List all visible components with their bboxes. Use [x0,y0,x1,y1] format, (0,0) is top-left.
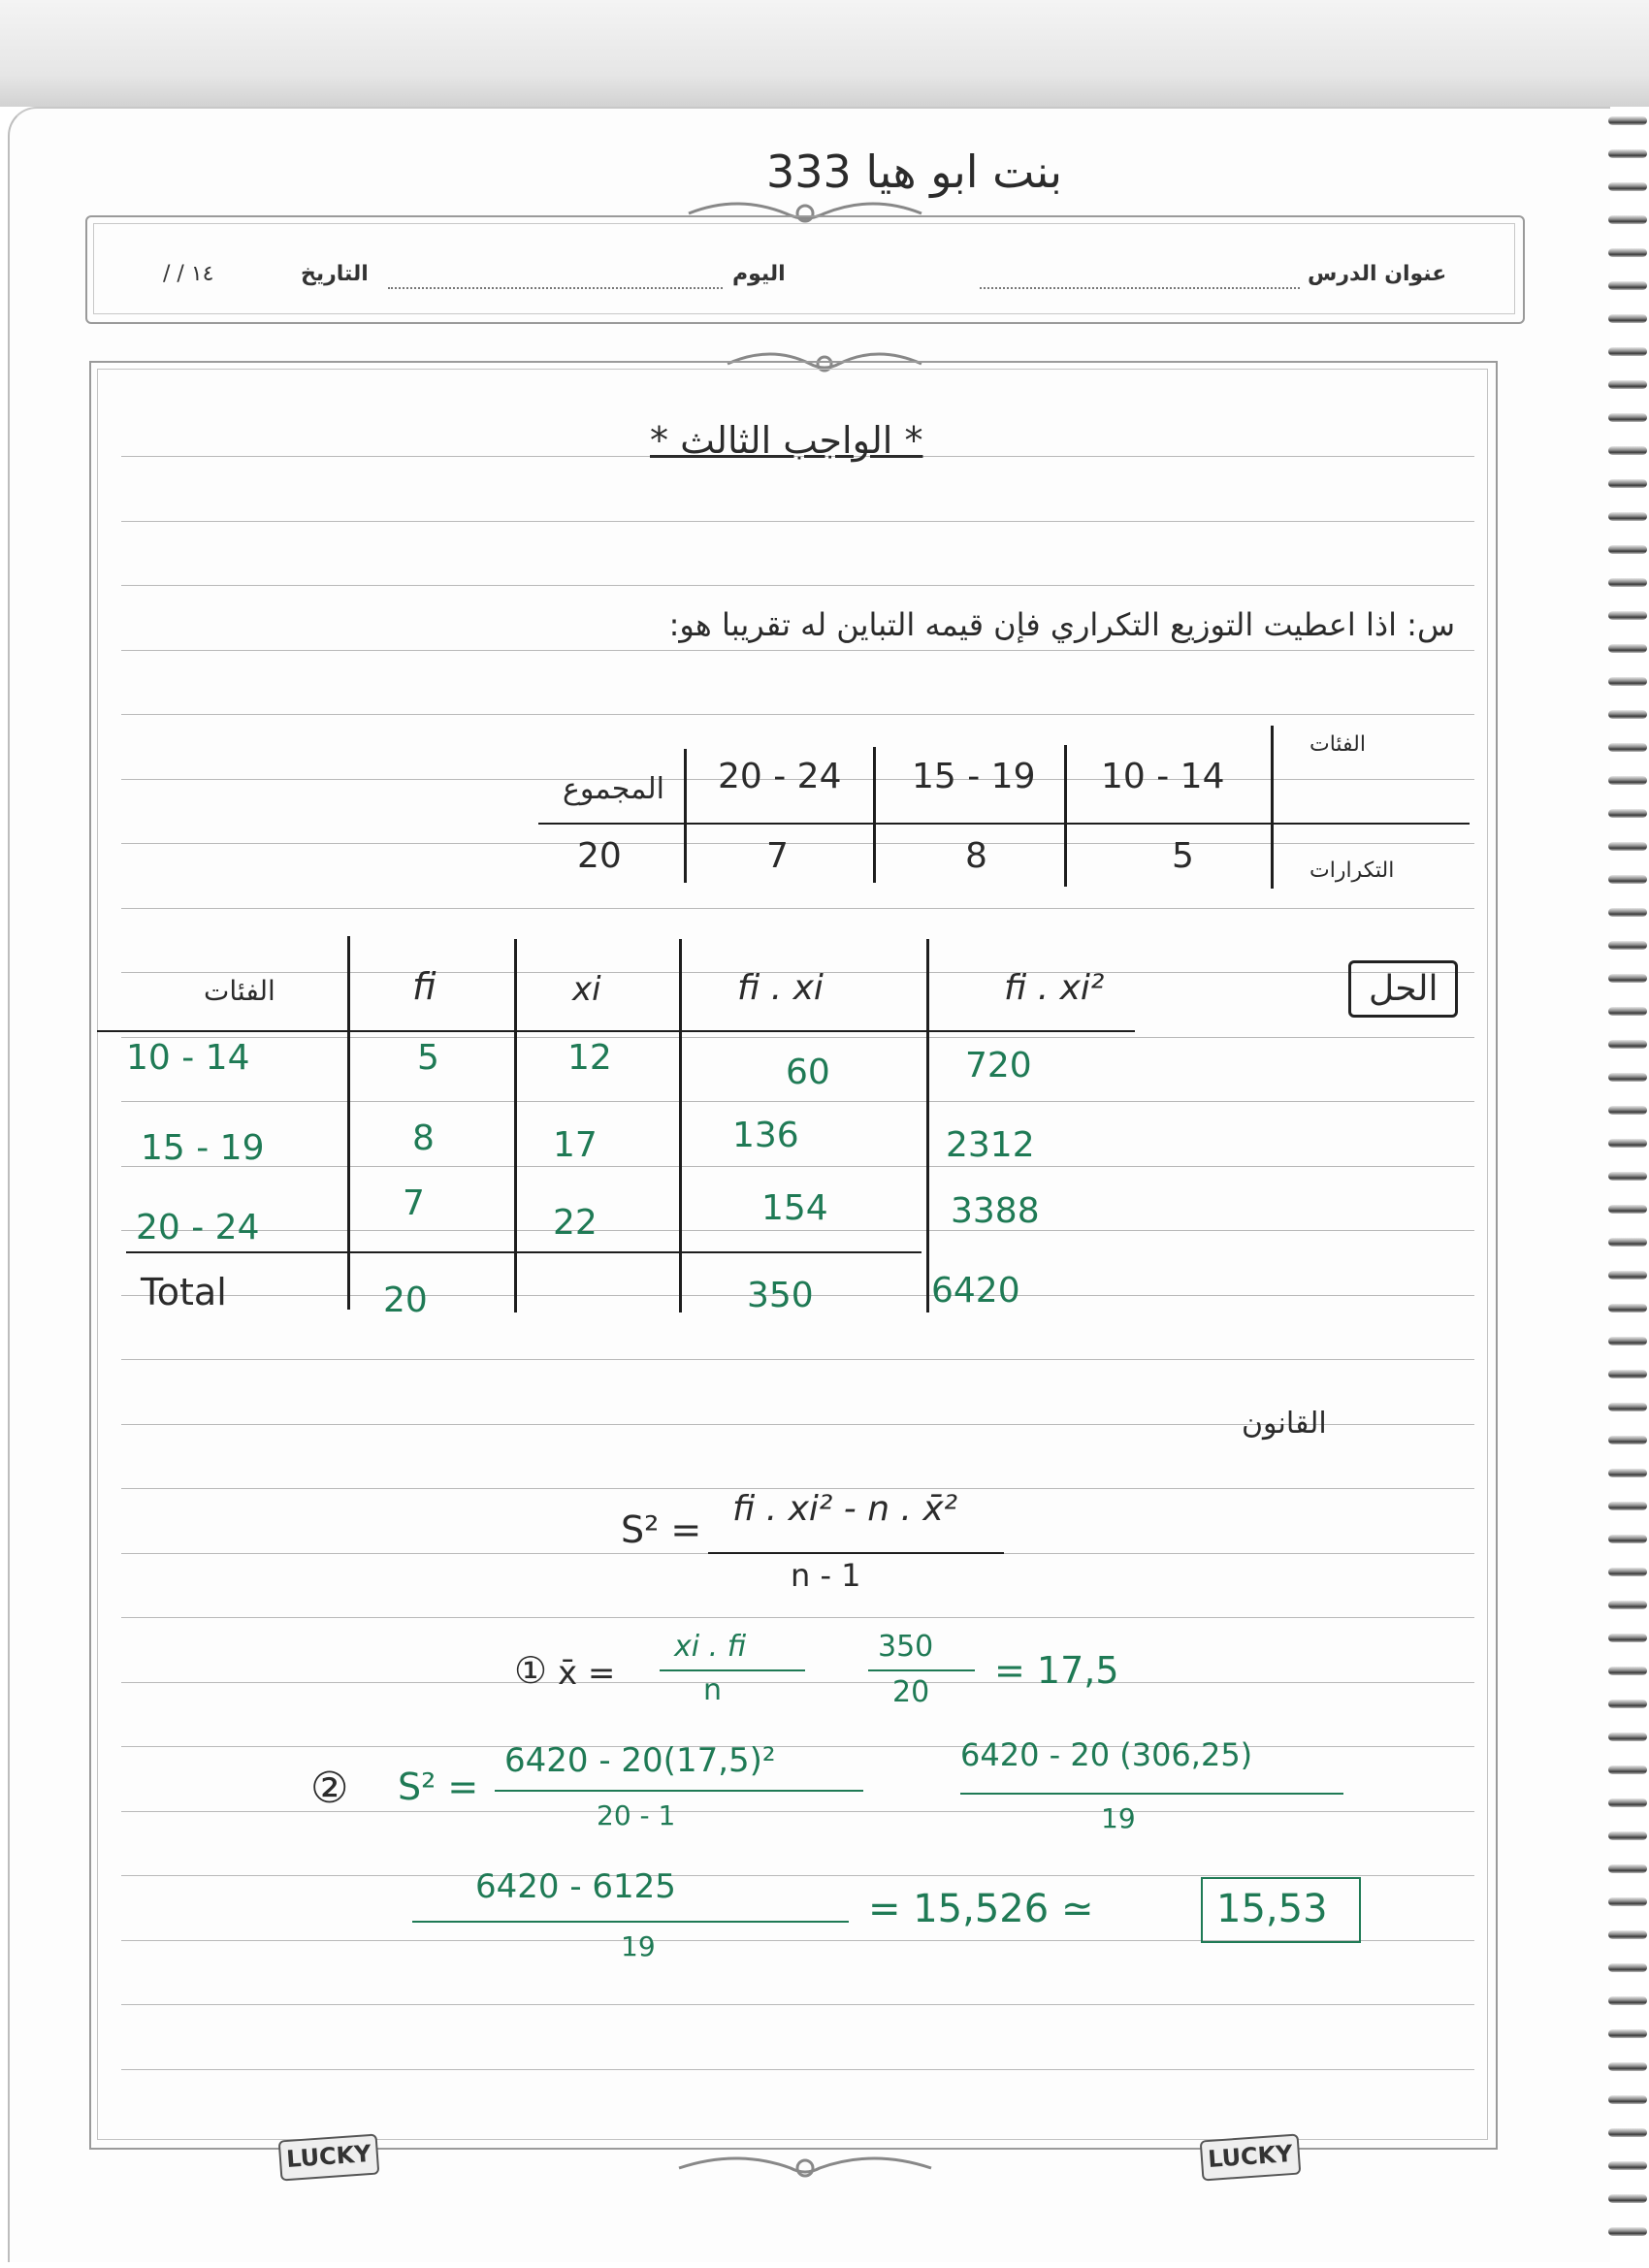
spiral-coil [1608,1930,1647,1939]
ruled-line [121,714,1474,715]
spiral-coil [1608,578,1647,587]
law-label: القانون [1242,1407,1327,1441]
spiral-coil [1608,149,1647,158]
spiral-coil [1608,1831,1647,1840]
question-text: س: اذا اعطيت التوزيع التكراري فإن قيمه التباين له تقريبا هو: [668,606,1455,643]
ruled-line [121,650,1474,651]
solution-header-classes: الفئات [204,975,275,1007]
spiral-coil [1608,248,1647,257]
step3-frac-bar [412,1921,849,1923]
spiral-coil [1608,1601,1647,1609]
ruled-line [121,1037,1474,1038]
spiral-coil [1608,1667,1647,1675]
formula-denominator: n - 1 [791,1557,861,1594]
spiral-coil [1608,281,1647,290]
spiral-coil [1608,1700,1647,1708]
spiral-coil [1608,1238,1647,1247]
spiral-coil [1608,1007,1647,1016]
given-row-label-frequencies: التكرارات [1310,859,1395,883]
step2-frac2-den: 19 [1101,1802,1136,1834]
spiral-coil [1608,1996,1647,2005]
spiral-coil [1608,677,1647,686]
solution-table-vline [347,936,350,1310]
spiral-coil [1608,413,1647,422]
spiral-coil [1608,512,1647,521]
spiral-coil [1608,743,1647,752]
given-class-1: 10 - 14 [1101,757,1225,796]
spiral-coil [1608,1963,1647,1972]
lesson-title-label: عنوان الدرس [1308,262,1447,286]
spiral-coil [1608,347,1647,356]
spiral-coil [1608,1304,1647,1312]
spiral-coil [1608,1337,1647,1345]
step1-frac1-bar [660,1669,805,1671]
spiral-coil [1608,1798,1647,1807]
spiral-coil [1608,1205,1647,1214]
formula-lhs: S² = [621,1508,702,1551]
solution-row-3-xi: 22 [553,1203,598,1243]
solution-row-1-xi: 12 [567,1038,612,1078]
spiral-coil [1608,1139,1647,1148]
step1-frac1-num: xi . fi [674,1630,747,1664]
ruled-line [121,585,1474,586]
formula-numerator: fi . xi² - n . x̄² [732,1489,958,1529]
given-total: 20 [577,836,622,876]
footer-ornament [669,2149,941,2187]
given-frequency-3: 7 [766,836,789,876]
step2-lhs: S² = [398,1766,479,1808]
spiral-coil [1608,1502,1647,1510]
spiral-coil [1608,1403,1647,1411]
given-table-vline [1271,726,1274,889]
solution-row-1-fixi: 60 [786,1053,830,1092]
solution-row-3-fixi: 154 [761,1188,828,1228]
spiral-coil [1608,2161,1647,2170]
solution-table-vline [514,939,517,1312]
solution-row-1-fixi2: 720 [965,1046,1032,1085]
spiral-coil [1608,545,1647,554]
scanner-background [0,0,1649,107]
spiral-coil [1608,710,1647,719]
spiral-coil [1608,1370,1647,1378]
spiral-binding [1602,116,1649,2260]
spiral-coil [1608,974,1647,983]
spiral-coil [1608,446,1647,455]
ruled-line [121,2004,1474,2005]
lucky-logo-left: LUCKY [278,2133,380,2181]
spiral-coil [1608,479,1647,488]
spiral-coil [1608,314,1647,323]
given-class-2: 15 - 19 [912,757,1036,796]
solution-table-hline [126,1251,922,1253]
ruled-line [121,1101,1474,1102]
spiral-coil [1608,1040,1647,1049]
ruled-line [121,521,1474,522]
step1-frac1-den: n [703,1673,723,1707]
solution-row-2-fixi2: 2312 [946,1125,1035,1165]
ruled-line [121,1746,1474,1747]
step3-boxed-answer: 15,53 [1201,1877,1361,1943]
spiral-coil [1608,2128,1647,2137]
given-frequency-2: 8 [965,836,987,876]
top-title: بنت ابو هيا 333 [766,146,1063,198]
solution-total-label: Total [141,1271,227,1313]
spiral-coil [1608,1271,1647,1280]
spiral-coil [1608,1073,1647,1082]
spiral-coil [1608,1897,1647,1906]
solution-row-2-xi: 17 [553,1125,598,1165]
ruled-line [121,2069,1474,2070]
date-label: التاريخ [301,262,369,286]
spiral-coil [1608,875,1647,884]
solution-row-2-fi: 8 [412,1118,435,1158]
spiral-coil [1608,2062,1647,2071]
step2-marker: ② [310,1764,349,1813]
spiral-coil [1608,2194,1647,2203]
spiral-coil [1608,842,1647,851]
step2-frac2-bar [960,1793,1343,1795]
spiral-coil [1608,776,1647,785]
given-table-vline [873,747,876,883]
step2-frac2-num: 6420 - 20 (306,25) [960,1736,1253,1773]
step1-lhs: x̄ = [558,1654,616,1693]
solution-table-vline [926,939,929,1312]
spiral-coil [1608,1106,1647,1115]
step1-frac2-den: 20 [892,1675,930,1709]
solution-header-fi: fi [412,965,436,1008]
given-table-vline [684,749,687,883]
step3-result: = 15,526 ≃ [868,1887,1094,1931]
spiral-coil [1608,2095,1647,2104]
step3-frac-num: 6420 - 6125 [475,1867,676,1906]
spiral-coil [1608,2029,1647,2038]
spiral-coil [1608,1436,1647,1444]
solution-row-3-fi: 7 [403,1183,425,1223]
spiral-coil [1608,1535,1647,1543]
ruled-line [121,908,1474,909]
solution-row-2-class: 15 - 19 [141,1128,265,1168]
given-row-label-classes: الفئات [1310,732,1366,757]
formula-fraction-bar [708,1552,1004,1554]
solution-row-3-fixi2: 3388 [951,1191,1040,1231]
ruled-line [121,1617,1474,1618]
spiral-coil [1608,1766,1647,1774]
given-class-3: 20 - 24 [718,757,842,796]
given-table-hline [538,823,1470,825]
solution-total-fi: 20 [383,1280,428,1320]
spiral-coil [1608,809,1647,818]
step2-frac1-den: 20 - 1 [597,1799,676,1831]
assignment-title: * الواجب الثالث * [650,419,923,462]
step2-frac1-bar [495,1790,863,1792]
solution-label: الحل [1348,960,1458,1018]
ruled-line [121,1166,1474,1167]
solution-row-1-class: 10 - 14 [126,1038,250,1078]
day-label: اليوم [732,262,786,286]
given-total-label: المجموع [563,772,664,806]
lesson-title-line [980,287,1300,289]
spiral-coil [1608,1172,1647,1181]
given-frequency-1: 5 [1172,836,1194,876]
spiral-coil [1608,380,1647,389]
solution-row-2-fixi: 136 [732,1116,799,1155]
solution-header-xi: xi [572,970,601,1009]
day-line [388,287,723,289]
step2-frac1-num: 6420 - 20(17,5)² [504,1741,776,1780]
solution-header-fixi2: fi . xi² [1004,968,1105,1008]
spiral-coil [1608,215,1647,224]
solution-row-1-fi: 5 [417,1038,439,1078]
solution-row-3-class: 20 - 24 [136,1208,260,1247]
spiral-coil [1608,116,1647,125]
spiral-coil [1608,1568,1647,1576]
step1-result: = 17,5 [994,1649,1119,1692]
step3-frac-den: 19 [621,1930,656,1962]
spiral-coil [1608,908,1647,917]
date-value: / / ١٤ [163,262,214,286]
spiral-coil [1608,1634,1647,1642]
spiral-coil [1608,1733,1647,1741]
solution-total-fixi2: 6420 [931,1271,1020,1311]
spiral-coil [1608,1864,1647,1873]
solution-header-fixi: fi . xi [737,968,824,1008]
lucky-logo-right: LUCKY [1200,2133,1302,2181]
ruled-line [121,1359,1474,1360]
step1-frac2-num: 350 [878,1630,934,1664]
ruled-line [121,1682,1474,1683]
spiral-coil [1608,2227,1647,2236]
spiral-coil [1608,611,1647,620]
solution-table-vline [679,939,682,1312]
ruled-line [121,1230,1474,1231]
step1-frac2-bar [868,1669,975,1671]
spiral-coil [1608,941,1647,950]
spiral-coil [1608,182,1647,191]
solution-total-fixi: 350 [747,1276,814,1315]
solution-table-hline [97,1030,1135,1032]
step1-marker: ① [514,1649,548,1692]
spiral-coil [1608,644,1647,653]
given-table-vline [1064,745,1067,887]
ruled-line [121,1875,1474,1876]
spiral-coil [1608,1469,1647,1477]
